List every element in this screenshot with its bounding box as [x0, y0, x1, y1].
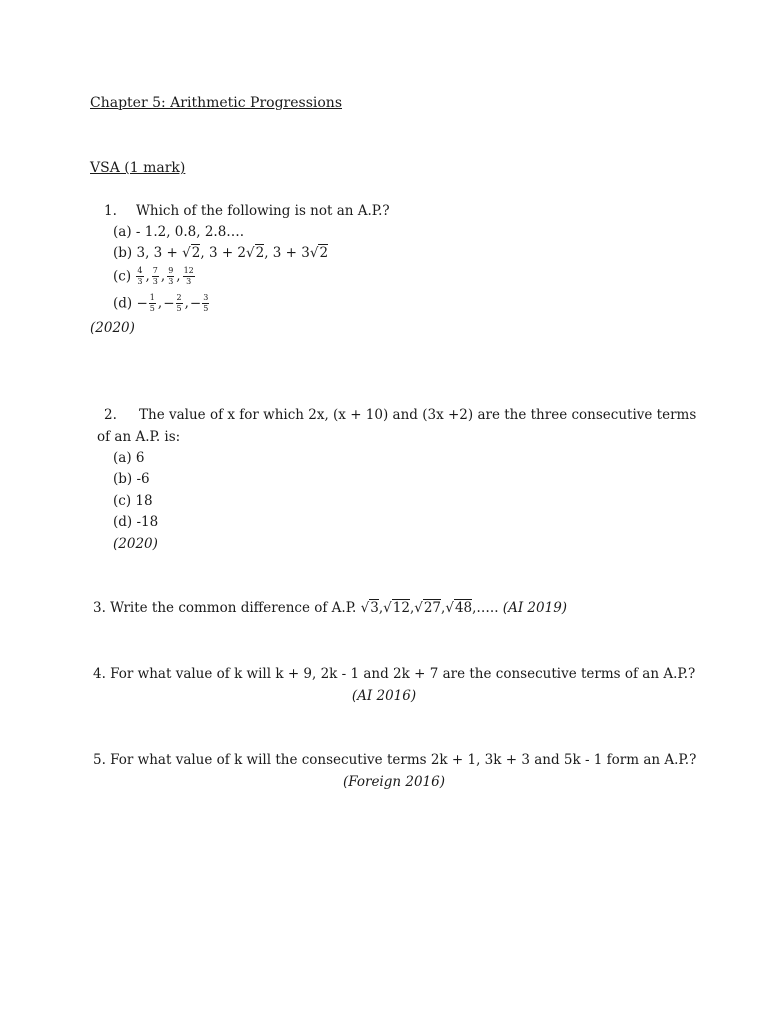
numerator: 2 — [176, 293, 182, 302]
q2-text-line1: The value of x for which 2x, (x + 10) and (3x +2) are the three consecutive terms — [139, 407, 697, 423]
q1-text: Which of the following is not an A.P.? — [136, 203, 390, 219]
q1-option-c — [113, 266, 196, 287]
q5-year: (Foreign 2016) — [342, 774, 446, 790]
denominator: 3 — [186, 277, 192, 286]
minus-sign: − — [163, 295, 175, 312]
q5-text: 5. For what value of k will the consecutive terms 2k + 1, 3k + 3 and 5k - 1 form an A.P.? — [93, 752, 697, 768]
denominator: 3 — [152, 277, 158, 286]
fraction — [149, 294, 156, 313]
numerator: 12 — [183, 266, 194, 275]
q1-option-b-term: , 3 + 3 — [264, 245, 310, 261]
fraction — [183, 267, 195, 286]
sqrt-symbol: √12 — [383, 600, 410, 616]
comma: , — [160, 268, 166, 284]
minus-sign: − — [189, 295, 202, 312]
radicand: 2 — [191, 245, 201, 261]
radicand: 2 — [319, 245, 329, 261]
radicand: 2 — [255, 245, 265, 261]
sqrt-symbol: √2 — [182, 245, 201, 261]
radicand: 12 — [392, 600, 410, 616]
q3-ellipsis: ,….. — [472, 600, 499, 616]
q2-number: 2. — [104, 407, 117, 423]
q3-line — [93, 602, 567, 616]
q1-option-b-term: , 3 + 2 — [200, 245, 247, 261]
fraction — [152, 267, 159, 286]
q2-option-c: (c) 18 — [113, 493, 153, 509]
q4-year: (AI 2016) — [351, 688, 417, 704]
q2-option-a: (a) 6 — [113, 450, 145, 466]
q1-option-a: (a) - 1.2, 0.8, 2.8…. — [113, 224, 245, 240]
numerator: 4 — [137, 266, 143, 275]
section-title: VSA (1 mark) — [90, 160, 186, 176]
q4-text: 4. For what value of k will k + 9, 2k - 1 and 2k + 7 are the consecutive terms of an A.P.? — [93, 666, 696, 682]
comma: , — [157, 295, 163, 311]
sqrt-symbol: √48 — [445, 600, 473, 616]
fraction — [167, 267, 174, 286]
comma: , — [441, 600, 446, 616]
numerator: 7 — [152, 266, 158, 275]
minus-sign: − — [136, 295, 148, 312]
q1-option-c-label: (c) — [113, 268, 132, 285]
comma: , — [184, 295, 189, 311]
comma: , — [145, 268, 150, 284]
comma: , — [378, 600, 384, 616]
q1-year: (2020) — [90, 320, 135, 336]
q2-year: (2020) — [113, 536, 158, 552]
q1-option-b-term: 3, 3 + — [136, 245, 178, 261]
q3-text: 3. Write the common difference of A.P. — [93, 600, 357, 616]
denominator: 5 — [203, 304, 209, 313]
fraction — [202, 294, 209, 313]
sqrt-symbol: √2 — [246, 245, 265, 261]
denominator: 3 — [168, 277, 174, 286]
fraction — [176, 294, 183, 313]
denominator: 5 — [176, 304, 182, 313]
numerator: 1 — [149, 293, 155, 302]
sqrt-symbol: √27 — [414, 600, 442, 616]
chapter-title: Chapter 5: Arithmetic Progressions — [90, 95, 342, 111]
radicand: 3 — [370, 600, 379, 616]
q1-option-d-label: (d) — [113, 295, 133, 312]
q1-option-d — [113, 293, 210, 314]
q1-option-b — [113, 247, 328, 261]
fraction — [136, 267, 143, 286]
numerator: 3 — [203, 293, 209, 302]
numerator: 9 — [168, 266, 174, 275]
sqrt-symbol: √2 — [309, 245, 329, 261]
radicand: 27 — [423, 600, 442, 616]
q2-option-b: (b) -6 — [113, 471, 150, 487]
comma: , — [176, 268, 181, 284]
q3-year: (AI 2019) — [502, 600, 568, 616]
q1-option-b-label: (b) — [113, 245, 133, 261]
sqrt-symbol: √3 — [360, 600, 379, 616]
q1-number: 1. — [104, 203, 117, 219]
q2-text-line2: of an A.P. is: — [97, 429, 181, 445]
q2-option-d: (d) -18 — [113, 514, 159, 530]
denominator: 3 — [137, 277, 143, 286]
radicand: 48 — [454, 600, 473, 616]
comma: , — [409, 600, 415, 616]
denominator: 5 — [149, 304, 155, 313]
